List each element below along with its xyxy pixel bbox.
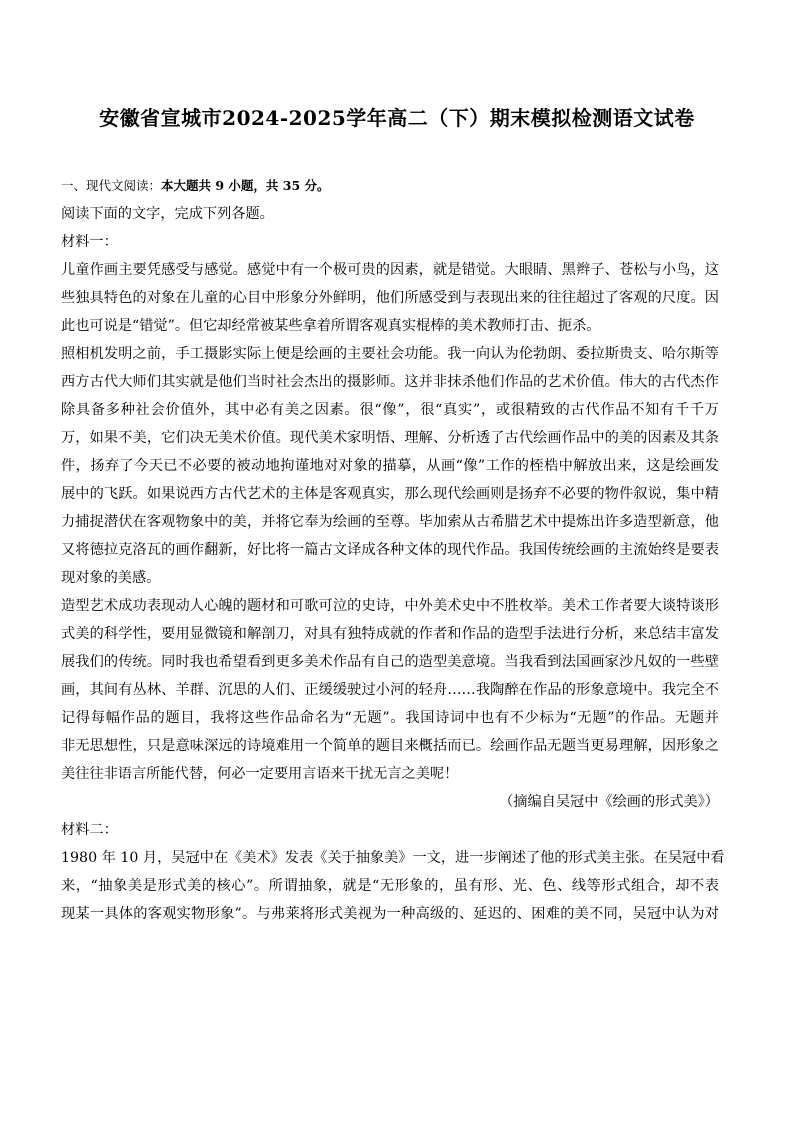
material-1-source: （摘编自吴冠中《绘画的形式美》） <box>499 794 719 810</box>
text-line: 此也可说是“错觉”。但它却经常被某些拿着所谓客观真实棍棒的美术教师打击、扼杀。 <box>61 318 601 334</box>
material-2-label: 材料二： <box>61 822 118 838</box>
text-line: 记得每幅作品的题目，我将这些作品命名为“无题”。我国诗词中也有不少标为“无题”的作品。无题并 <box>61 710 719 726</box>
material-1-label: 材料一： <box>61 234 118 250</box>
text-line: 画，其间有丛林、羊群、沉思的人们、正缓缓驶过小河的轻舟……我陶醉在作品的形象意境中。我完全不 <box>61 682 719 698</box>
text-line: 儿童作画主要凭感受与感觉。感觉中有一个极可贵的因素，就是错觉。大眼睛、黑辫子、苍松与小鸟，这 <box>61 262 719 278</box>
material-2-paragraph-1 <box>61 844 725 928</box>
instruction-text: 阅读下面的文字，完成下列各题。 <box>61 206 274 222</box>
text-line: 美往往非语言所能代替，何必一定要用言语来干扰无言之美呢！ <box>61 766 459 782</box>
material-1-paragraph-3 <box>61 592 719 788</box>
text-line: 展中的飞跃。如果说西方古代艺术的主体是客观真实，那么现代绘画则是扬弃不必要的物件叙说，集中精 <box>61 486 719 502</box>
text-line: 万，如果不美，它们决无美术价值。现代美术家明悟、理解、分析透了古代绘画作品中的美的因素及其条 <box>61 430 719 446</box>
text-line: 非无思想性，只是意味深远的诗境难用一个简单的题目来概括而已。绘画作品无题当更易理解，因形象之 <box>61 738 719 754</box>
text-line: 除具备多种社会价值外，其中必有美之因素。很“像”，很“真实”，或很精致的古代作品不知有千千万 <box>61 402 719 418</box>
section-label: 一、现代文阅读： <box>61 178 162 193</box>
material-1-paragraph-2 <box>61 340 719 592</box>
section-detail: 本大题共 9 小题，共 35 分。 <box>161 178 330 193</box>
text-line: 造型艺术成功表现动人心魄的题材和可歌可泣的史诗，中外美术史中不胜枚举。美术工作者要大谈特谈形 <box>61 598 719 614</box>
text-line: 式美的科学性，要用显微镜和解剖刀，对具有独特成就的作者和作品的造型手法进行分析，来总结丰富发 <box>61 626 719 642</box>
text-line: 照相机发明之前，手工摄影实际上便是绘画的主要社会功能。我一向认为伦勃朗、委拉斯贵支、哈尔斯等 <box>61 346 719 362</box>
text-line: 来，“抽象美是形式美的核心”。所谓抽象，就是“无形象的，虽有形、光、色、线等形式组合，却不表 <box>61 878 719 894</box>
text-line: 力捕捉潜伏在客观物象中的美，并将它奉为绘画的至尊。毕加索从古希腊艺术中提炼出许多造型新意，他 <box>61 514 719 530</box>
text-line: 又将德拉克洛瓦的画作翻新，好比将一篇古文译成各种文体的现代作品。我国传统绘画的主流始终是要表 <box>61 542 719 558</box>
text-line: 展我们的传统。同时我也希望看到更多美术作品有自己的造型美意境。当我看到法国画家沙凡奴的一些壁 <box>61 654 719 670</box>
text-line: 现某一具体的客观实物形象”。与弗莱将形式美视为一种高级的、延迟的、困难的美不同，吴冠中认为对 <box>61 906 719 922</box>
text-line: 现对象的美感。 <box>61 570 161 586</box>
document-body <box>61 172 725 928</box>
section-heading <box>61 172 719 200</box>
text-line: 1980 年 10 月，吴冠中在《美术》发表《关于抽象美》一文，进一步阐述了他的形式美主张。在吴冠中看 <box>61 850 725 866</box>
text-line: 西方古代大师们其实就是他们当时社会杰出的摄影师。这并非抹杀他们作品的艺术价值。伟大的古代杰作 <box>61 374 719 390</box>
text-line: 些独具特色的对象在儿童的心目中形象分外鲜明，他们所感受到与表现出来的往往超过了客观的尺度。因 <box>61 290 719 306</box>
material-1-paragraph-1 <box>61 256 719 340</box>
exam-title: 安徽省宣城市2024-2025学年高二（下）期末模拟检测语文试卷 <box>99 106 695 130</box>
text-line: 件，扬弃了今天已不必要的被动地拘谨地对对象的描摹，从画“像”工作的桎梏中解放出来，这是绘画发 <box>61 458 719 474</box>
